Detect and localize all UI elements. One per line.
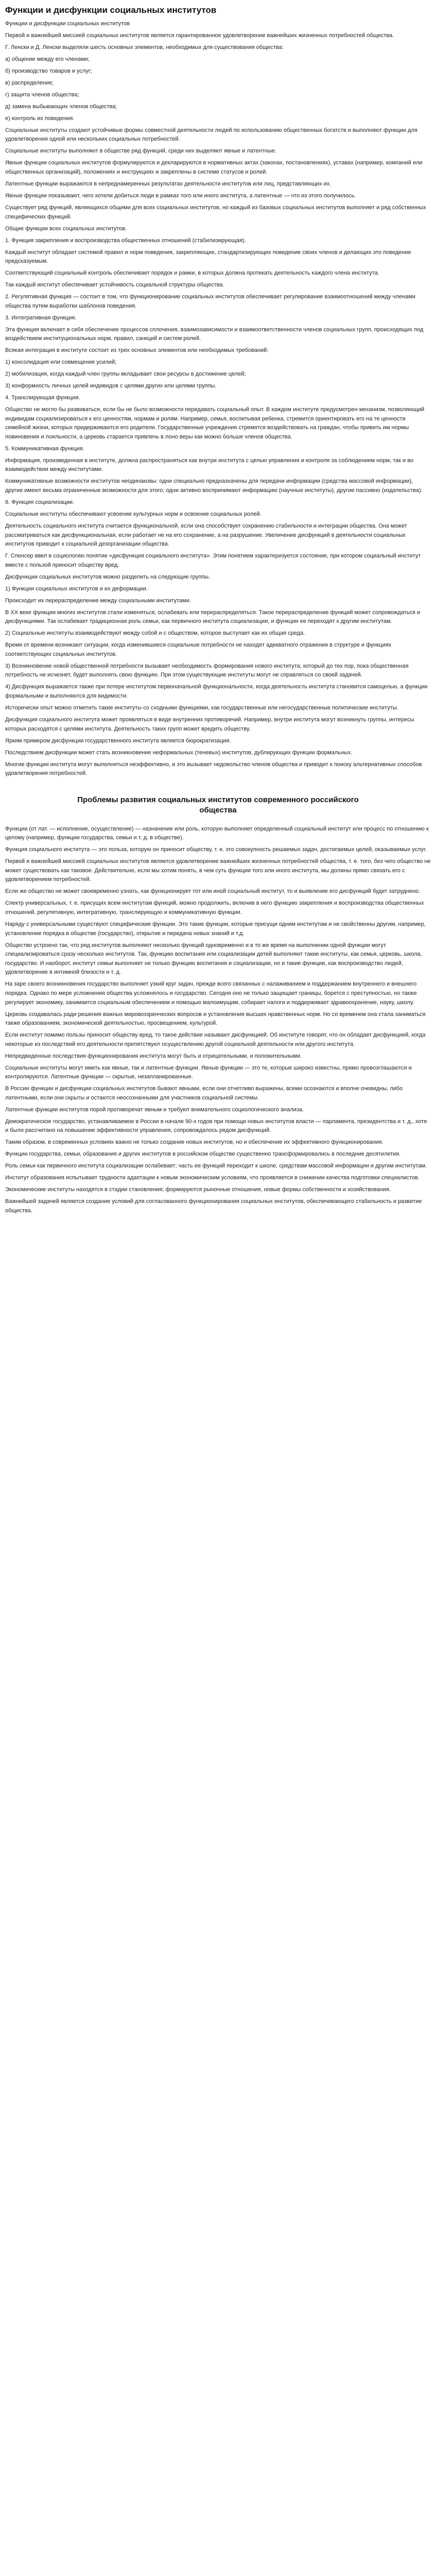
paragraph: Латентные функции выражаются в непреднамеренных результатах деятельности институтов или лиц, представляющих их.	[5, 181, 332, 187]
paragraph: Г. Ленски и Д. Ленски выделяли шесть основных элементов, необходимых для существования общества:	[5, 44, 284, 50]
paragraph: Общество не могло бы развиваться, если бы не было возможности передавать социальный опыт. В каждом институте предусмотрен механизм, позволяющий индивидам социализироваться к его ценностям, нормам и ролям. Например, семья, воспитывая ребенка, стремится ориентировать его на те ценности семейной жизни, которых придерживаются его родители. Государственные учреждения стремятся воздействовать на граждан, чтобы привить им нормы повиновения и лояльности, а церковь старается привлечь в лоно веры как можно больше членов общества.	[5, 406, 425, 440]
section-2-body	[5, 825, 431, 1216]
paragraph: Последствием дисфункции может стать возникновение неформальных (теневых) институтов, дублирующих функции формальных.	[5, 749, 353, 756]
paragraph: Важнейшей задачей является создание условий для согласованного функционирования социальных институтов, обеспечивающего стабильность и развитие общества.	[5, 1198, 422, 1214]
paragraph: Если же общество не может своевременно узнать, как функционирует тот или иной социальный институт, то и выявление его дисфункций будет затруднено.	[5, 888, 421, 895]
paragraph: Демократическое государство, устанавливаемое в России в начале 90-х годов при помощи новых институтов власти — парламента, президентства и т. д., хотя и было рассчитано на повышение эффективности управления, сопровождалось рядом дисфункций.	[5, 1118, 427, 1134]
paragraph: Социальные институты обеспечивают усвоение культурных норм и освоение социальных ролей.	[5, 511, 261, 518]
paragraph: Дисфункция социального института может проявляться в виде внутренних противоречий. Например, внутри института могут возникнуть группы, интересы которых расходятся с целями института. Деятельность таких групп может вредить обществу.	[5, 716, 414, 732]
paragraph: 6. Функция социализации.	[5, 499, 75, 506]
paragraph: Соответствующий социальный контроль обеспечивает порядок и рамки, в которых должна протекать деятельность каждого члена института.	[5, 270, 379, 277]
paragraph: Социальные институты могут иметь как явные, так и латентные функции. Явные функции — это те, которые широко известны, прямо провозглашаются и контролируются. Латентные функции — скрытые, незапланированные.	[5, 1064, 412, 1080]
paragraph: д) замена выбывающих членов общества;	[5, 103, 117, 110]
paragraph: Функции государства, семьи, образования и других институтов в российском обществе существенно трансформировались в последние десятилетия.	[5, 1151, 401, 1158]
section-2-title: Проблемы развития социальных институтов современного российского общества	[77, 795, 359, 815]
paragraph: 1) консолидация или совмещение усилий;	[5, 359, 117, 366]
paragraph: Г. Спенсер ввел в социологию понятие «дисфункция социального института». Этим понятием характеризуется состояние, при котором социальный институт вместе с пользой приносит обществу вред.	[5, 553, 421, 568]
paragraph: 3) конформность личных целей индивидов с целями других или целями группы.	[5, 383, 217, 389]
paragraph: Функции и дисфункции социальных институтов	[5, 21, 130, 27]
paragraph: Институт образования испытывает трудности адаптации к новым экономическим условиям, что проявляется в снижении качества подготовки специалистов.	[5, 1175, 420, 1181]
paragraph: Дисфункции социальных институтов можно разделить на следующие группы.	[5, 573, 211, 580]
paragraph: 1. Функция закрепления и воспроизводства общественных отношений (стабилизирующая).	[5, 237, 246, 244]
paragraph: На заре своего возникновения государство выполняет узкий круг задач, прежде всего связанных с налаживанием и поддержанием внутреннего и внешнего порядка. Однако по мере усложнения общества усложнялось и государство. Сегодня оно не только защищает границы, борется с преступностью, но также регулирует экономику, занимается социальным обеспечением и помощью малоимущим, собирает налоги и поддерживает здравоохранение, науку, школу.	[5, 981, 417, 1006]
document-title: Функции и дисфункции социальных институтов	[5, 5, 217, 15]
paragraph: Всякая интеграция в институте состоит из трех основных элементов или необходимых требований:	[5, 347, 269, 354]
paragraph: Общество устроено так, что ряд институтов выполняют несколько функций одновременно и в то же время на выполнении одной функции могут специализироваться сразу несколько институтов. Так, функцию воспитания или социализации детей выполняют такие институты, как семья, церковь, школа, государство. И наоборот, институт семьи выполняет не только функцию воспитания и социализации, но и такие функции, как воспроизводство людей, удовлетворение в интимной близости и т. д.	[5, 942, 422, 976]
paragraph: 4. Транслирующая функция.	[5, 395, 80, 401]
paragraph: В России функции и дисфункции социальных институтов бывают явными, если они отчетливо выражены, всеми осознаются и вполне очевидны, либо латентными, если они скрыты и остаются неосознанными для участников социальной системы.	[5, 1086, 403, 1101]
paragraph: 2) мобилизация, когда каждый член группы вкладывает свои ресурсы в достижение целей;	[5, 371, 246, 378]
paragraph: Роль семьи как первичного института социализации ослабевает; часть ее функций переходит к школе, средствам массовой информации и другим институтам.	[5, 1163, 427, 1170]
paragraph: 3. Интегративная функция.	[5, 314, 77, 321]
paragraph: Происходит их перераспределение между социальными институтами.	[5, 597, 191, 604]
paragraph: 2) Социальные институты взаимодействуют между собой и с обществом, которое выступает как их общая среда.	[5, 630, 305, 637]
paragraph: г) защита членов общества;	[5, 91, 79, 98]
paragraph: Первой и важнейшей миссией социальных институтов является гарантированное удовлетворение важнейших жизненных потребностей общества.	[5, 32, 394, 39]
paragraph: 3) Возникновение новой общественной потребности вызывает необходимость формирования нового института, который до тех пор, пока общественная потребность не исчезнет, будет выполнять свою функцию. При этом существующие институты могут не справляться со своей задачей.	[5, 663, 409, 679]
paragraph: Если институт помимо пользы приносит обществу вред, то такое действие называют дисфункцией. Об институте говорят, что он обладает дисфункцией, когда некоторые из последствий его деятельности препятствуют осуществлению другой социальной деятельности или другого института.	[5, 1032, 426, 1047]
paragraph: Многие функции института могут выполняться неэффективно, и это вызывает недовольство членов общества и приводит к поиску альтернативных способов удовлетворения потребностей.	[5, 761, 422, 777]
paragraph: Время от времени возникают ситуации, когда изменившиеся социальные потребности не находят адекватного отражения в структуре и функциях соответствующих социальных институтов.	[5, 642, 392, 657]
paragraph: 1) Функции социальных институтов и их деформации.	[5, 585, 148, 592]
paragraph: Исторически опыт можно отметить такие институты со сходными функциями, как государственные или негосударственные политические институты.	[5, 705, 398, 711]
paragraph: Ярким примером дисфункции государственного института является бюрократизация.	[5, 737, 231, 744]
paragraph: Наряду с универсальными существуют специфические функции. Это такие функции, которые присущи одним институтам и не свойственны другим, например, установление порядка в обществе (государство), открытие и передача новых знаний и т.д.	[5, 921, 426, 937]
paragraph: Непредвиденные последствия функционирования института могут быть и отрицательными, и положительными.	[5, 1053, 302, 1059]
paragraph: 2. Регулятивная функция — состоит в том, что функционирование социальных институтов обеспечивает регулирование взаимоотношений между членами общества путем выработки шаблонов поведения.	[5, 294, 415, 309]
paragraph: Явные функции показывают, чего хотели добиться люди в рамках того или иного института, а латентные — что из этого получилось.	[5, 192, 356, 199]
paragraph: Спектр универсальных, т. е. присущих всем институтам функций, можно продолжить, включив в него функцию закрепления и воспроизводства общественных отношений, регулятивную, интегративную, транслирующую и коммуникативную функции.	[5, 900, 424, 916]
paragraph: в) распределение;	[5, 79, 54, 86]
paragraph: Деятельность социального института считается функциональной, если она способствует сохранению стабильности и интеграции общества. Она может рассматриваться как дисфункциональная, если работает не на его сохранение, а на разрушение. Увеличение дисфункций в деятельности социальных институтов приводит к социальной дезорганизации общества.	[5, 523, 407, 548]
paragraph: Информация, произведенная в институте, должна распространяться как внутри института с целью управления и контроля за соблюдением норм, так и во взаимодействии между институтами.	[5, 457, 414, 473]
paragraph: Существует ряд функций, являющихся общими для всех социальных институтов, но каждый из базовых социальных институтов выполняет и ряд собственных специфических функций.	[5, 204, 426, 220]
paragraph: Каждый институт обладает системой правил и норм поведения, закрепляющих, стандартизирующих поведение своих членов и делающих это поведение предсказуемым.	[5, 249, 411, 265]
paragraph: Функция социального института — это польза, которую он приносит обществу, т. е. это совокупность решаемых задач, достигаемых целей, оказываемых услуг.	[5, 846, 427, 853]
paragraph: Социальные институты создают устойчивые формы совместной деятельности людей по использованию общественных богатств и выполняют функции для удовлетворения одной или нескольких социальных потребностей.	[5, 127, 417, 143]
paragraph: б) производство товаров и услуг;	[5, 67, 92, 74]
paragraph: а) общение между его членами;	[5, 56, 90, 62]
paragraph: Социальные институты выполняют в обществе ряд функций, среди них выделяют явные и латентные.	[5, 148, 276, 155]
paragraph: Функции (от лат. — исполнение, осуществление) — назначение или роль, которую выполняет определенный социальный институт или процесс по отношению к целому (например, функции государства, семьи и т. д. в обществе).	[5, 825, 429, 841]
paragraph: 5. Коммуникативная функция.	[5, 445, 84, 452]
paragraph: Так каждый институт обеспечивает устойчивость социальной структуры общества.	[5, 282, 224, 289]
paragraph: В ХХ веке функции многих институтов стали изменяться, ослабевать или перераспределяться. Такое перераспределение функций может сопровождаться и дисфункциями. Так ослабевает традиционная роль семьи, как первичного института социализации, и функции ее переходят к другим институтам.	[5, 609, 421, 625]
paragraph: 4) Дисфункция выражается также при потере институтом первоначальной функциональности, когда деятельность института становится самоцелью, а функции формальными и выполняются для видимости.	[5, 684, 428, 700]
paragraph: Эта функция включает в себя обеспечение процессов сплочения, взаимозависимости и взаимоответственности членов социальных групп, происходящих под воздействием институциональных норм, правил, санкций и систем ролей.	[5, 326, 424, 342]
paragraph: Латентные функции институтов порой противоречат явным и требуют внимательного социологического анализа.	[5, 1106, 304, 1113]
paragraph: е) контроль их поведения.	[5, 115, 75, 122]
paragraph: Таким образом, в современных условиях важно не только создание новых институтов, но и обеспечение их эффективного функционирования.	[5, 1139, 383, 1146]
paragraph: Первой и важнейшей миссией социальных институтов является удовлетворение важнейших жизненных потребностей общества, т. е. того, без чего общество не может существовать как таковое. Действительно, если мы хотим понять, в чем суть функции того или иного института, мы должны прямо связать его с удовлетворением потребностей.	[5, 858, 431, 883]
paragraph: Общие функции всех социальных институтов.	[5, 225, 127, 232]
section-1-body	[5, 20, 431, 778]
paragraph: Экономические институты находятся в стадии становления; формируются рыночные отношения, новые формы собственности и хозяйствования.	[5, 1187, 391, 1193]
paragraph: Коммуникативные возможности институтов неодинаковы: одни специально предназначены для передачи информации (средства массовой информации), другие имеют весьма ограниченные возможности для этого; одни активно воспринимают информацию (научные институты), другие пассивно (издательства).	[5, 478, 423, 494]
paragraph: Церковь создавалась ради решения важных мировоззренческих вопросов и установления высших нравственных норм. Но со временем она стала заниматься также образованием, экономической деятельностью, просвещением, культурой.	[5, 1011, 426, 1027]
paragraph: Явные функции социальных институтов формулируются и декларируются в нормативных актах (законах, постановлениях), уставах (например, компаний или общественных организаций), положениях и инструкциях и закреплены в системе статусов и ролей.	[5, 160, 423, 176]
